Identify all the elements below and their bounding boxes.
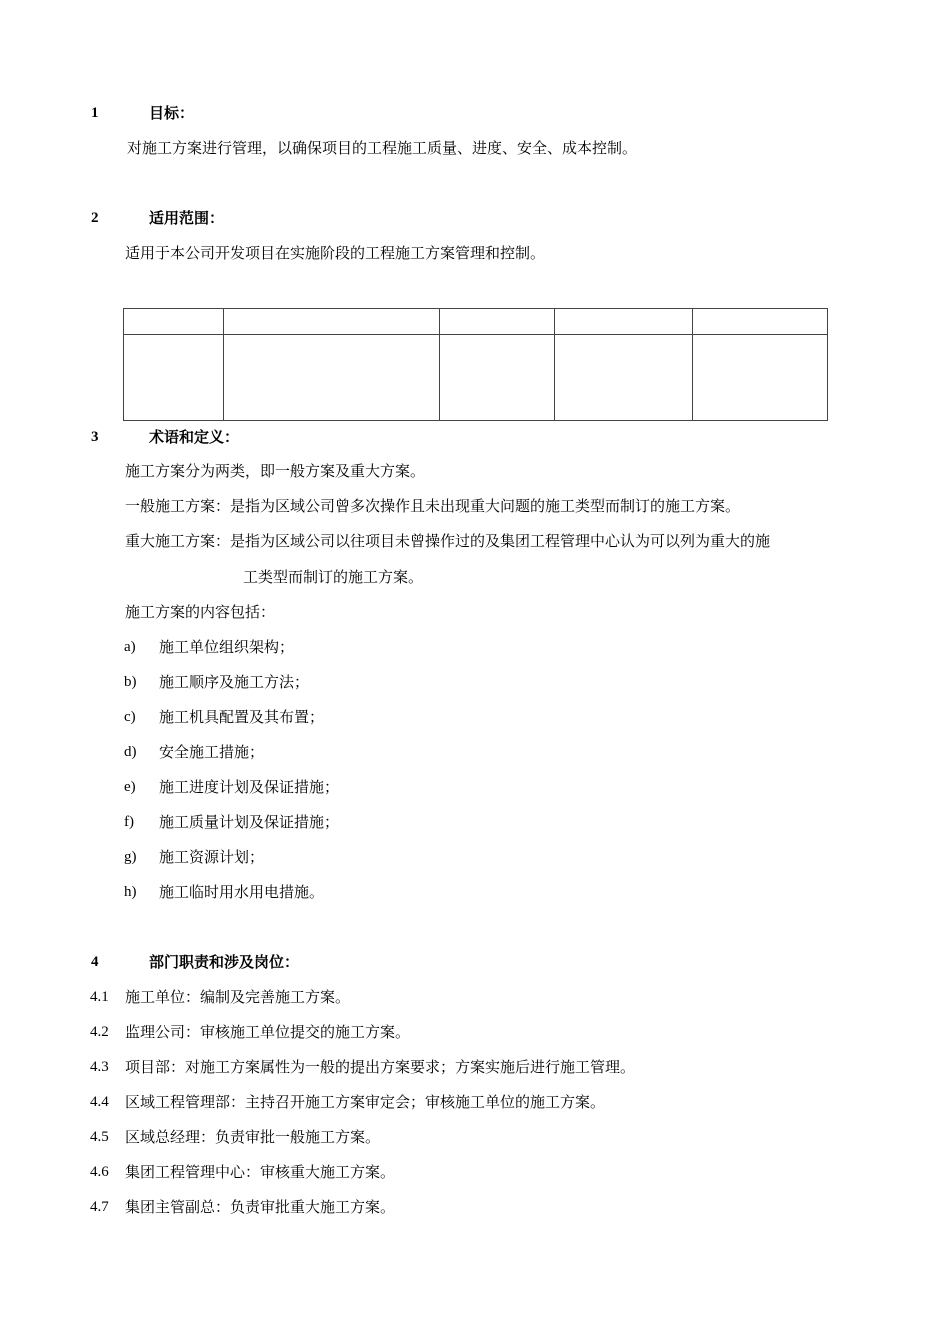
duty-item-text: 监理公司：审核施工单位提交的施工方案。 — [125, 1023, 411, 1041]
duty-item-label: 4.5 — [90, 1129, 109, 1145]
table-cell — [224, 335, 440, 421]
section-2-title: 适用范围： — [149, 209, 225, 227]
duty-item-label: 4.2 — [90, 1024, 109, 1040]
section-1-body: 对施工方案进行管理，以确保项目的工程施工质量、进度、安全、成本控制。 — [127, 139, 638, 157]
section-3-title: 术语和定义： — [149, 428, 240, 446]
list-item-text: 施工资源计划； — [159, 848, 265, 866]
section-3-number: 3 — [91, 429, 99, 445]
list-item-label: d) — [124, 744, 137, 760]
list-item-label: c) — [124, 709, 136, 725]
list-item-text: 安全施工措施； — [159, 743, 265, 761]
list-item-label: h) — [124, 884, 137, 900]
duty-item-text: 施工单位：编制及完善施工方案。 — [125, 988, 351, 1006]
list-item-text: 施工临时用水用电措施。 — [159, 883, 325, 901]
list-item-label: a) — [124, 639, 136, 655]
section-2-body: 适用于本公司开发项目在实施阶段的工程施工方案管理和控制。 — [125, 244, 546, 262]
duty-item-text: 集团工程管理中心：审核重大施工方案。 — [125, 1163, 396, 1181]
section-3-intro: 施工方案分为两类，即一般方案及重大方案。 — [125, 462, 426, 480]
duty-item-label: 4.3 — [90, 1059, 109, 1075]
table-cell — [224, 309, 440, 335]
duty-item-text: 集团主管副总：负责审批重大施工方案。 — [125, 1198, 396, 1216]
section-3-major-definition-line1: 重大施工方案：是指为区域公司以往项目未曾操作过的及集团工程管理中心认为可以列为重大的施 — [125, 532, 771, 550]
section-3-major-definition-line2: 工类型而制订的施工方案。 — [243, 568, 424, 586]
table-cell — [440, 309, 555, 335]
duty-item-text: 项目部：对施工方案属性为一般的提出方案要求；方案实施后进行施工管理。 — [125, 1058, 636, 1076]
section-1-number: 1 — [91, 105, 99, 121]
list-item-label: f) — [124, 814, 134, 830]
section-4-number: 4 — [91, 954, 99, 970]
duty-item-text: 区域工程管理部：主持召开施工方案审定会；审核施工单位的施工方案。 — [125, 1093, 606, 1111]
table-cell — [555, 309, 693, 335]
section-4-title: 部门职责和涉及岗位： — [149, 953, 300, 971]
section-3-content-intro: 施工方案的内容包括： — [125, 603, 276, 621]
section-3-general-definition: 一般施工方案：是指为区域公司曾多次操作且未出现重大问题的施工类型而制订的施工方案。 — [125, 497, 741, 515]
list-item-text: 施工单位组织架构； — [159, 638, 295, 656]
section-2-number: 2 — [91, 210, 99, 226]
table-cell — [440, 335, 555, 421]
table-body-row — [124, 335, 828, 421]
list-item-text: 施工机具配置及其布置； — [159, 708, 325, 726]
list-item-text: 施工顺序及施工方法； — [159, 673, 310, 691]
duty-item-text: 区域总经理：负责审批一般施工方案。 — [125, 1128, 381, 1146]
table-cell — [693, 335, 828, 421]
duty-item-label: 4.7 — [90, 1199, 109, 1215]
list-item-label: g) — [124, 849, 137, 865]
table-cell — [555, 335, 693, 421]
table-cell — [124, 335, 224, 421]
duty-item-label: 4.6 — [90, 1164, 109, 1180]
table-header-row — [124, 309, 828, 335]
list-item-label: e) — [124, 779, 136, 795]
table-cell — [693, 309, 828, 335]
duty-item-label: 4.4 — [90, 1094, 109, 1110]
empty-form-table — [123, 308, 828, 421]
list-item-label: b) — [124, 674, 137, 690]
list-item-text: 施工进度计划及保证措施； — [159, 778, 340, 796]
table-cell — [124, 309, 224, 335]
duty-item-label: 4.1 — [90, 989, 109, 1005]
section-1-title: 目标： — [149, 104, 195, 122]
list-item-text: 施工质量计划及保证措施； — [159, 813, 340, 831]
